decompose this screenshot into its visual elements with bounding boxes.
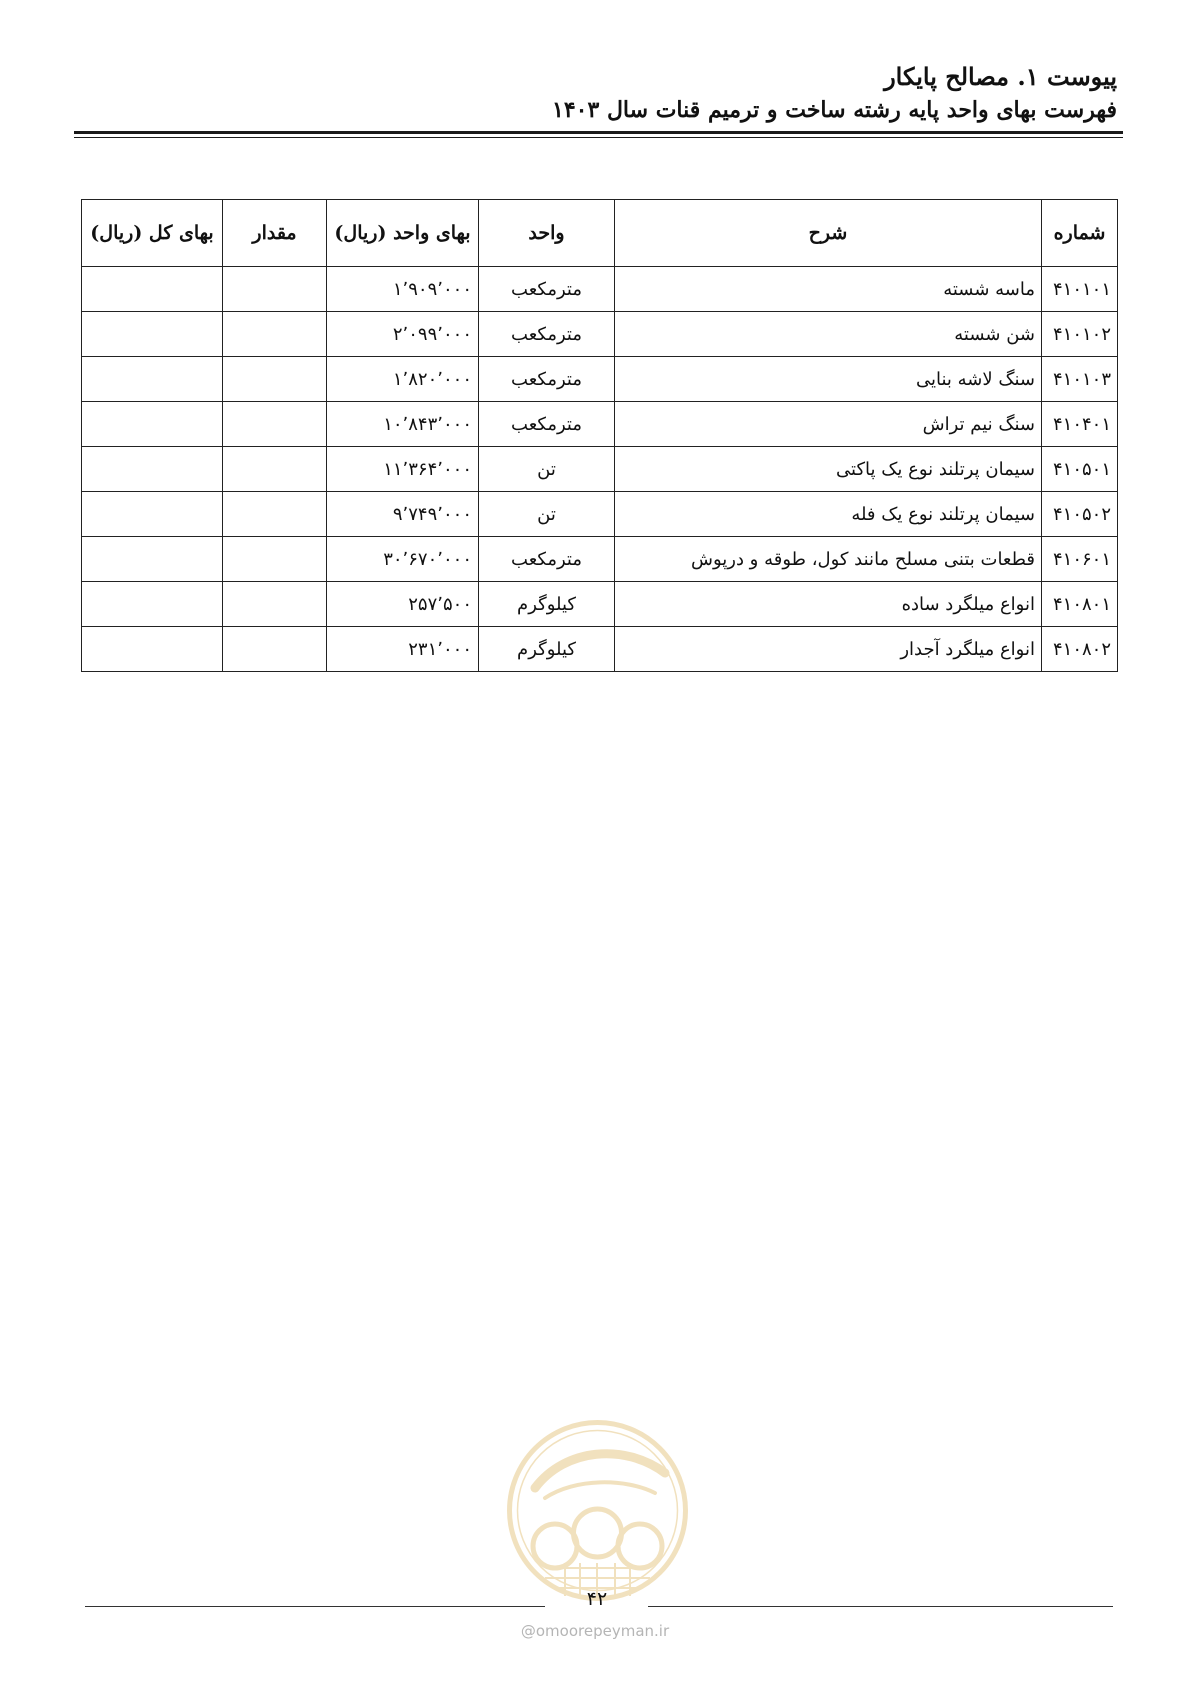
item-code: ۴۱۰۶۰۱ (1042, 537, 1118, 582)
item-unit: تن (479, 447, 615, 492)
table-row (82, 357, 1118, 402)
item-description: شن شسته (615, 312, 1042, 357)
item-total-price (82, 267, 223, 312)
table-row (82, 537, 1118, 582)
item-code: ۴۱۰۴۰۱ (1042, 402, 1118, 447)
page-subtitle: فهرست بهای واحد پایه رشته ساخت و ترمیم قنات سال ۱۴۰۳ (552, 97, 1117, 123)
item-unit-price: ۹٬۷۴۹٬۰۰۰ (327, 492, 479, 537)
item-total-price (82, 312, 223, 357)
item-description: سنگ لاشه بنایی (615, 357, 1042, 402)
item-description: انواع میلگرد ساده (615, 582, 1042, 627)
item-unit: مترمکعب (479, 537, 615, 582)
footer-rule-left (85, 1606, 545, 1607)
item-unit-price: ۲۵۷٬۵۰۰ (327, 582, 479, 627)
item-unit: مترمکعب (479, 402, 615, 447)
item-unit: مترمکعب (479, 357, 615, 402)
item-description: سیمان پرتلند نوع یک فله (615, 492, 1042, 537)
item-unit-price: ۱٬۸۲۰٬۰۰۰ (327, 357, 479, 402)
page-number: ۴۲ (586, 1588, 608, 1610)
item-total-price (82, 357, 223, 402)
item-unit-price: ۱۰٬۸۴۳٬۰۰۰ (327, 402, 479, 447)
item-code: ۴۱۰۱۰۳ (1042, 357, 1118, 402)
item-quantity (223, 357, 327, 402)
item-total-price (82, 492, 223, 537)
footer-site-watermark: @omoorepeyman.ir (520, 1622, 670, 1640)
item-code: ۴۱۰۵۰۲ (1042, 492, 1118, 537)
table-row (82, 447, 1118, 492)
price-list-table (81, 199, 1118, 672)
item-unit: کیلوگرم (479, 627, 615, 672)
item-unit: تن (479, 492, 615, 537)
page-title: پیوست ۱. مصالح پایکار (884, 62, 1117, 91)
item-unit-price: ۳۰٬۶۷۰٬۰۰۰ (327, 537, 479, 582)
column-header-total-price: بهای کل (ریال) (82, 200, 223, 267)
column-header-description: شرح (615, 200, 1042, 267)
table-row (82, 492, 1118, 537)
item-code: ۴۱۰۱۰۱ (1042, 267, 1118, 312)
item-quantity (223, 627, 327, 672)
item-unit-price: ۲۳۱٬۰۰۰ (327, 627, 479, 672)
item-quantity (223, 582, 327, 627)
item-unit-price: ۲٬۰۹۹٬۰۰۰ (327, 312, 479, 357)
item-unit: کیلوگرم (479, 582, 615, 627)
item-quantity (223, 312, 327, 357)
item-quantity (223, 267, 327, 312)
column-header-unit: واحد (479, 200, 615, 267)
footer-rule-right (648, 1606, 1113, 1607)
column-header-unit-price: بهای واحد (ریال) (327, 200, 479, 267)
item-quantity (223, 492, 327, 537)
page-header (67, 60, 1117, 126)
column-header-quantity: مقدار (223, 200, 327, 267)
table-row (82, 402, 1118, 447)
item-total-price (82, 627, 223, 672)
header-rule-thick (74, 131, 1123, 134)
item-total-price (82, 582, 223, 627)
item-unit: مترمکعب (479, 267, 615, 312)
omoore-peyman-logo-icon (505, 1418, 690, 1603)
table-header-row (82, 200, 1118, 267)
column-header-code: شماره (1042, 200, 1118, 267)
item-description: قطعات بتنی مسلح مانند کول، طوقه و درپوش (615, 537, 1042, 582)
item-total-price (82, 402, 223, 447)
table-row (82, 582, 1118, 627)
item-quantity (223, 537, 327, 582)
item-code: ۴۱۰۸۰۲ (1042, 627, 1118, 672)
item-description: سنگ نیم تراش (615, 402, 1042, 447)
table-row (82, 267, 1118, 312)
item-unit-price: ۱۱٬۳۶۴٬۰۰۰ (327, 447, 479, 492)
table-row (82, 627, 1118, 672)
item-quantity (223, 447, 327, 492)
item-total-price (82, 537, 223, 582)
item-total-price (82, 447, 223, 492)
header-rule-thin (74, 137, 1123, 138)
table-row (82, 312, 1118, 357)
item-quantity (223, 402, 327, 447)
item-description: سیمان پرتلند نوع یک پاکتی (615, 447, 1042, 492)
item-unit: مترمکعب (479, 312, 615, 357)
item-unit-price: ۱٬۹۰۹٬۰۰۰ (327, 267, 479, 312)
item-code: ۴۱۰۸۰۱ (1042, 582, 1118, 627)
item-description: ماسه شسته (615, 267, 1042, 312)
item-code: ۴۱۰۵۰۱ (1042, 447, 1118, 492)
item-description: انواع میلگرد آجدار (615, 627, 1042, 672)
item-code: ۴۱۰۱۰۲ (1042, 312, 1118, 357)
